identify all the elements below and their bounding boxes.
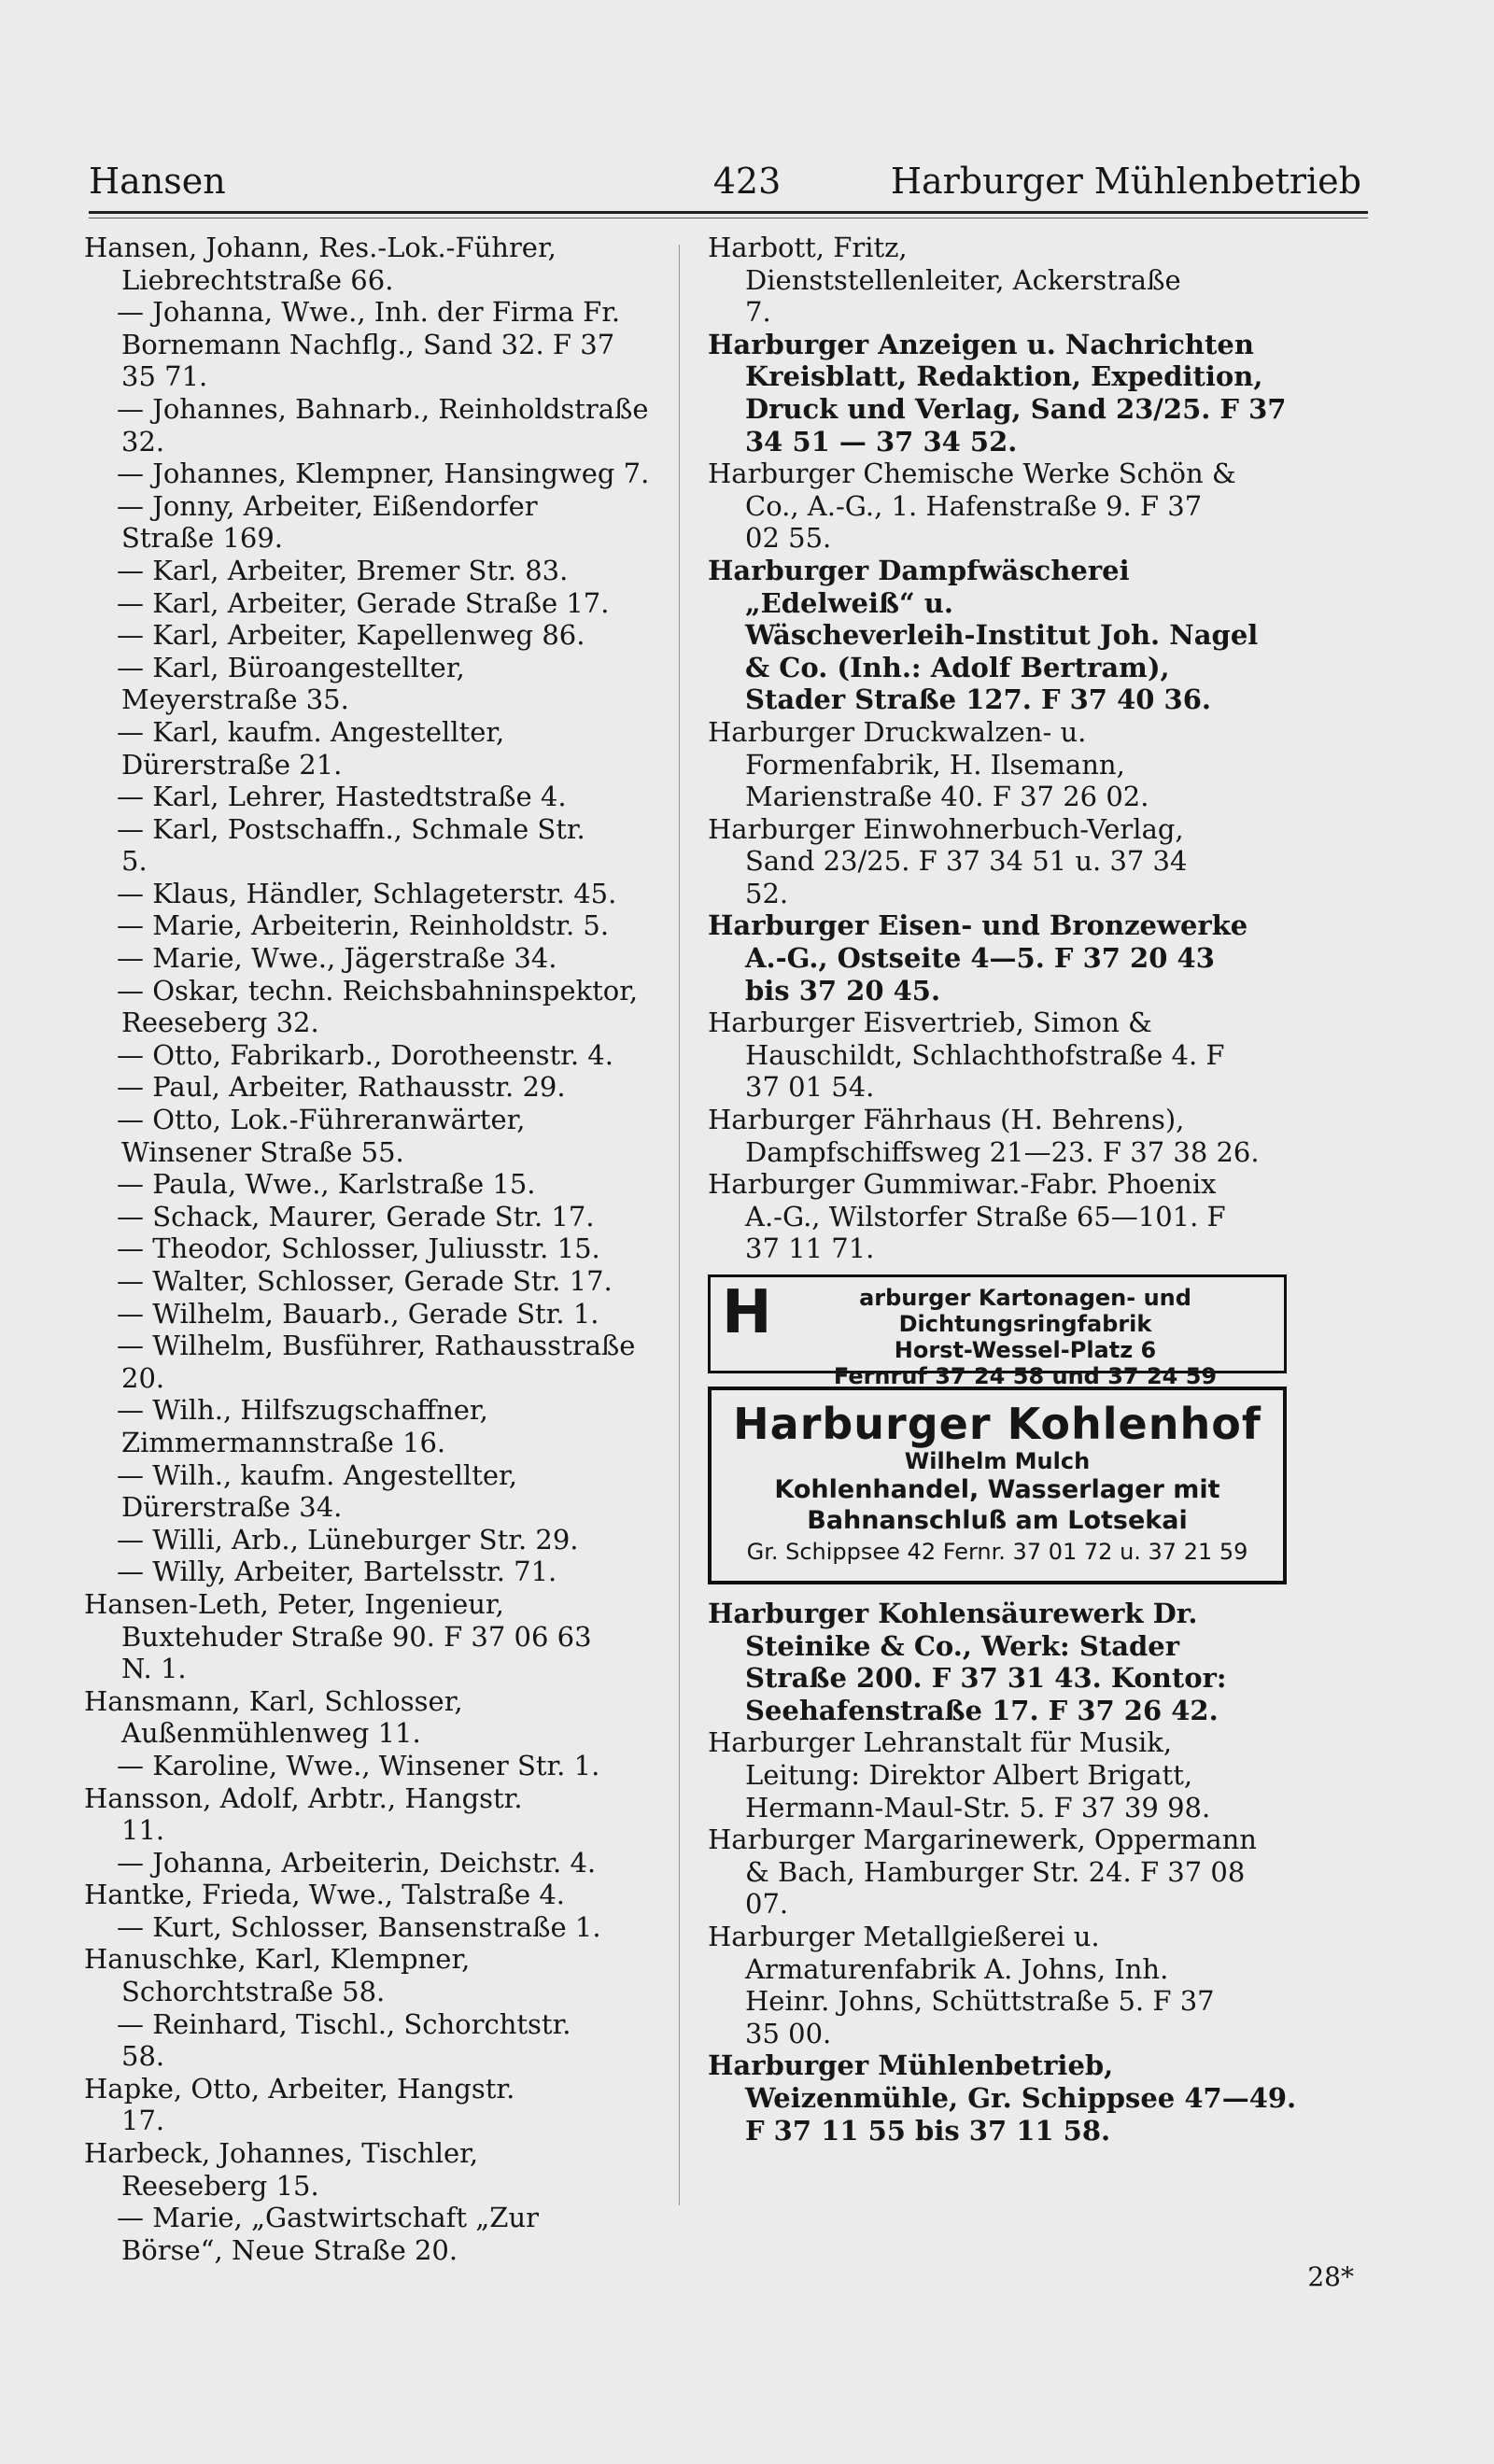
- entry-line: „Edelweiß“ u.: [745, 586, 953, 619]
- entry-line: Harburger Chemische Werke Schön &: [708, 458, 1236, 490]
- entry-line: Hanuschke, Karl, Klempner,: [84, 1943, 471, 1976]
- entry-line: 58.: [121, 2040, 165, 2073]
- entry-line: Formenfabrik, H. Ilsemann,: [745, 748, 1125, 781]
- ad-kartonagen: [708, 1274, 1287, 1389]
- entry-line: Marienstraße 40. F 37 26 02.: [745, 781, 1149, 813]
- entry-line: Winsener Straße 55.: [121, 1135, 404, 1168]
- entry-line: 5.: [121, 845, 148, 878]
- entry-line: — Willy, Arbeiter, Bartelsstr. 71.: [121, 1556, 682, 1588]
- header-rule: [89, 211, 1368, 214]
- entry-line: Harbott, Fritz,: [708, 232, 908, 263]
- entry-line: — Kurt, Schlosser, Bansenstraße 1.: [121, 1911, 682, 1944]
- entry-line: Co., A.-G., 1. Hafenstraße 9. F 37: [745, 489, 1203, 522]
- entry-line: 52.: [745, 877, 789, 909]
- entry-line: 35 71.: [121, 360, 208, 393]
- entry-line: — Paul, Arbeiter, Rathausstr. 29.: [121, 1071, 682, 1104]
- entry-line: Hansmann, Karl, Schlosser,: [84, 1684, 463, 1717]
- entry-line: — Wilhelm, Busführer, Rathausstraße: [121, 1330, 682, 1362]
- entry-line: Straße 200. F 37 31 43. Kontor:: [745, 1662, 1227, 1695]
- entry-line: — Wilh., Hilfszugschaffner,: [121, 1394, 682, 1427]
- entry-line: Seehafenstraße 17. F 37 26 42.: [745, 1694, 1219, 1726]
- ad-owner: Wilhelm Mulch: [904, 1448, 1091, 1474]
- entry-line: Wäscheverleih-Institut Joh. Nagel: [745, 619, 1259, 652]
- entry-line: Harburger Einwohnerbuch-Verlag,: [708, 812, 1184, 845]
- entry-line: Sand 23/25. F 37 34 51 u. 37 34: [745, 845, 1188, 878]
- entry-line: 11.: [121, 1814, 165, 1847]
- entry-line: Harburger Eisvertrieb, Simon &: [708, 1007, 1152, 1039]
- entry-line: bis 37 20 45.: [745, 974, 941, 1007]
- entry-line: — Karl, Arbeiter, Kapellenweg 86.: [121, 619, 682, 652]
- right-column: [708, 232, 1297, 2147]
- ad-line: arburger Kartonagen- und: [859, 1285, 1191, 1311]
- entry-line: 37 11 71.: [745, 1232, 875, 1265]
- entry-line: Dampfschiffsweg 21—23. F 37 38 26.: [745, 1135, 1260, 1168]
- entry-line: — Karl, kaufm. Angestellter,: [121, 716, 682, 749]
- entry-line: — Marie, Wwe., Jägerstraße 34.: [121, 942, 682, 975]
- entry-line: Harburger Mühlenbetrieb,: [708, 2049, 1114, 2082]
- entry-line: Leitung: Direktor Albert Brigatt,: [745, 1758, 1193, 1791]
- ad-title: Harburger Kohlenhof: [733, 1399, 1261, 1449]
- entry-line: F 37 11 55 bis 37 11 58.: [745, 2114, 1111, 2147]
- entry-line: — Karl, Arbeiter, Bremer Str. 83.: [121, 555, 682, 587]
- ad-kohlenhof: [708, 1387, 1287, 1584]
- entry-line: Hauschildt, Schlachthofstraße 4. F: [745, 1038, 1225, 1071]
- ad-line: Horst-Wessel-Platz 6: [894, 1337, 1157, 1363]
- entry-line: Armaturenfabrik A. Johns, Inh.: [745, 1952, 1169, 1985]
- entry-line: A.-G., Wilstorfer Straße 65—101. F: [745, 1200, 1226, 1232]
- entry-line: — Marie, „Gastwirtschaft „Zur: [121, 2202, 682, 2234]
- entry-line: 32.: [121, 425, 165, 458]
- entry-line: Harburger Kohlensäurewerk Dr.: [708, 1598, 1198, 1629]
- entry-line: 02 55.: [745, 522, 832, 555]
- entry-line: 7.: [745, 296, 771, 329]
- entry-line: Harbeck, Johannes, Tischler,: [84, 2137, 479, 2170]
- ad-line: Bahnanschluß am Lotsekai: [807, 1506, 1188, 1535]
- entry-line: Druck und Verlag, Sand 23/25. F 37: [745, 392, 1287, 425]
- entry-line: — Oskar, techn. Reichsbahninspektor,: [121, 975, 682, 1007]
- entry-line: Hantke, Frieda, Wwe., Talstraße 4.: [84, 1879, 566, 1911]
- entry-line: N. 1.: [121, 1653, 187, 1685]
- entry-line: — Theodor, Schlosser, Juliusstr. 15.: [121, 1232, 682, 1265]
- entry-line: 34 51 — 37 34 52.: [745, 425, 1018, 458]
- entry-line: 17.: [121, 2105, 165, 2137]
- entry-line: Zimmermannstraße 16.: [121, 1426, 446, 1458]
- entry-line: Bornemann Nachflg., Sand 32. F 37: [121, 328, 615, 360]
- entry-line: — Wilhelm, Bauarb., Gerade Str. 1.: [121, 1298, 682, 1331]
- entry-line: — Karl, Büroangestellter,: [121, 652, 682, 684]
- entry-line: — Johanna, Arbeiterin, Deichstr. 4.: [121, 1847, 682, 1880]
- entry-line: Harburger Eisen- und Bronzewerke: [708, 909, 1248, 942]
- ad-line: Kohlenhandel, Wasserlager mit: [774, 1475, 1220, 1504]
- entry-line: 20.: [121, 1361, 165, 1394]
- entry-line: — Jonny, Arbeiter, Eißendorfer: [121, 490, 682, 523]
- entry-line: 07.: [745, 1888, 789, 1921]
- entry-line: Harburger Margarinewerk, Oppermann: [708, 1823, 1257, 1856]
- running-head-right: Harburger Mühlenbetrieb: [890, 161, 1361, 202]
- ad-initial: H: [722, 1278, 772, 1347]
- entry-line: — Johannes, Klempner, Hansingweg 7.: [121, 458, 682, 490]
- entry-line: Dürerstraße 21.: [121, 748, 343, 781]
- entry-line: — Karl, Lehrer, Hastedtstraße 4.: [121, 781, 682, 813]
- entry-line: Kreisblatt, Redaktion, Expedition,: [745, 360, 1263, 393]
- entry-line: Reeseberg 32.: [121, 1007, 319, 1039]
- entry-line: Außenmühlenweg 11.: [121, 1717, 421, 1750]
- entry-line: Heinr. Johns, Schüttstraße 5. F 37: [745, 1985, 1215, 2018]
- entry-line: Harburger Fährhaus (H. Behrens),: [708, 1104, 1185, 1136]
- entry-line: Harburger Lehranstalt für Musik,: [708, 1726, 1173, 1759]
- entry-line: — Otto, Fabrikarb., Dorotheenstr. 4.: [121, 1039, 682, 1072]
- left-column: [84, 232, 682, 2266]
- entry-line: Harburger Dampfwäscherei: [708, 554, 1130, 586]
- entry-line: Reeseberg 15.: [121, 2169, 319, 2202]
- entry-line: & Co. (Inh.: Adolf Bertram),: [745, 651, 1170, 683]
- entry-line: — Klaus, Händler, Schlageterstr. 45.: [121, 878, 682, 910]
- entry-line: — Karl, Postschaffn., Schmale Str.: [121, 813, 682, 846]
- entry-line: Straße 169.: [121, 522, 283, 555]
- entry-line: Harburger Druckwalzen- u.: [708, 715, 1087, 748]
- entry-line: — Walter, Schlosser, Gerade Str. 17.: [121, 1265, 682, 1298]
- entry-line: — Karl, Arbeiter, Gerade Straße 17.: [121, 587, 682, 620]
- ad-line: Fernruf 37 24 58 und 37 24 59: [833, 1363, 1218, 1389]
- entry-line: Dienststellenleiter, Ackerstraße: [745, 263, 1181, 296]
- page-number: 423: [712, 161, 782, 202]
- entry-line: Steinike & Co., Werk: Stader: [745, 1629, 1179, 1662]
- entry-line: — Paula, Wwe., Karlstraße 15.: [121, 1168, 682, 1201]
- entry-line: — Willi, Arb., Lüneburger Str. 29.: [121, 1524, 682, 1556]
- entry-line: — Schack, Maurer, Gerade Str. 17.: [121, 1201, 682, 1233]
- entry-line: Schorchtstraße 58.: [121, 1976, 386, 2008]
- entry-line: Buxtehuder Straße 90. F 37 06 63: [121, 1620, 592, 1653]
- entry-line: — Otto, Lok.-Führeranwärter,: [121, 1104, 682, 1136]
- entry-line: Harburger Gummiwar.-Fabr. Phoenix: [708, 1168, 1217, 1201]
- page-signature: 28*: [1307, 2261, 1354, 2292]
- entry-line: 37 01 54.: [745, 1071, 875, 1104]
- entry-line: — Johannes, Bahnarb., Reinholdstraße: [121, 393, 682, 426]
- running-head-left: Hansen: [89, 161, 226, 202]
- entry-line: Liebrechtstraße 66.: [121, 263, 394, 296]
- ad-footer: Gr. Schippsee 42 Fernr. 37 01 72 u. 37 21 59: [746, 1539, 1248, 1565]
- entry-line: Harburger Metallgießerei u.: [708, 1920, 1100, 1952]
- entry-line: — Wilh., kaufm. Angestellter,: [121, 1459, 682, 1492]
- entry-line: Börse“, Neue Straße 20.: [121, 2233, 458, 2266]
- entry-line: Hansen-Leth, Peter, Ingenieur,: [84, 1587, 504, 1620]
- entry-line: Dürerstraße 34.: [121, 1491, 343, 1524]
- entry-line: Harburger Anzeigen u. Nachrichten: [708, 328, 1254, 360]
- entry-line: — Marie, Arbeiterin, Reinholdstr. 5.: [121, 909, 682, 942]
- entry-line: — Karoline, Wwe., Winsener Str. 1.: [121, 1750, 682, 1782]
- entry-line: 35 00.: [745, 2017, 832, 2049]
- entry-line: Meyerstraße 35.: [121, 683, 349, 716]
- entry-line: Hansson, Adolf, Arbtr., Hangstr.: [84, 1781, 523, 1814]
- entry-line: Weizenmühle, Gr. Schippsee 47—49.: [745, 2081, 1297, 2114]
- entry-line: Hansen, Johann, Res.-Lok.-Führer,: [84, 232, 557, 263]
- ad-line: Dichtungsringfabrik: [898, 1311, 1152, 1337]
- entry-line: & Bach, Hamburger Str. 24. F 37 08: [745, 1855, 1246, 1888]
- entry-line: Stader Straße 127. F 37 40 36.: [745, 683, 1211, 716]
- entry-line: — Johanna, Wwe., Inh. der Firma Fr.: [121, 296, 682, 329]
- entry-line: Hermann-Maul-Str. 5. F 37 39 98.: [745, 1791, 1211, 1823]
- entry-line: — Reinhard, Tischl., Schorchtstr.: [121, 2008, 682, 2041]
- entry-line: Hapke, Otto, Arbeiter, Hangstr.: [84, 2072, 515, 2105]
- entry-line: A.-G., Ostseite 4—5. F 37 20 43: [745, 942, 1215, 975]
